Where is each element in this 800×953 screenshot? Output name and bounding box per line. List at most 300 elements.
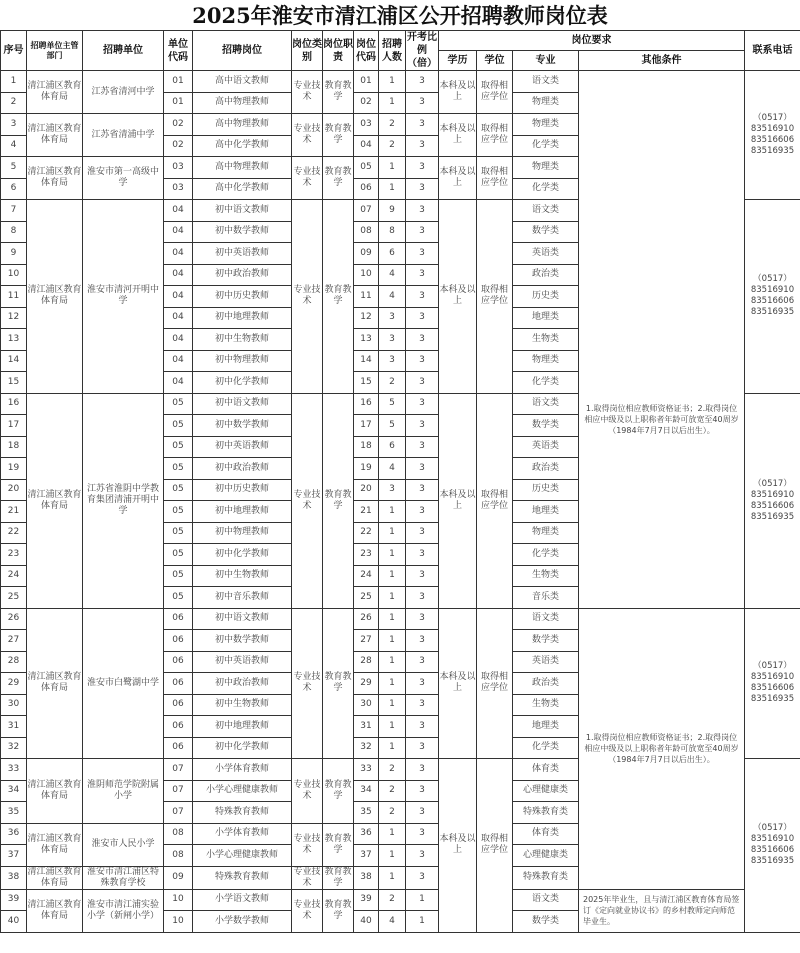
post-cell: 初中地理教师 [193, 716, 292, 738]
post-cell: 初中生物教师 [193, 694, 292, 716]
post-duty-cell: 教育教学 [324, 866, 352, 888]
degree-cell: 取得相应学位 [477, 393, 513, 608]
post-cell: 高中物理教师 [193, 114, 292, 136]
row-seq: 35 [1, 802, 27, 824]
major-cell: 特殊教育类 [513, 866, 579, 889]
unit-code-cell: 06 [164, 651, 193, 673]
unit-code-cell: 05 [164, 587, 193, 609]
count-cell: 5 [379, 415, 406, 437]
post-cell: 初中英语教师 [193, 436, 292, 458]
post-code-cell: 23 [354, 544, 379, 566]
unit-code-cell: 05 [164, 522, 193, 544]
count-cell: 1 [379, 694, 406, 716]
dept-cell: 清江浦区教育体育局 [27, 157, 83, 200]
post-cell: 小学语文教师 [193, 889, 292, 911]
count-cell: 1 [379, 587, 406, 609]
post-code-cell: 28 [354, 651, 379, 673]
major-cell: 生物类 [513, 565, 579, 587]
ratio-cell: 3 [406, 393, 439, 415]
row-seq: 7 [1, 200, 27, 222]
ratio-cell: 3 [406, 673, 439, 695]
post-cell: 小学数学教师 [193, 911, 292, 933]
post-duty-cell: 教育教学 [323, 200, 354, 394]
post-code-cell: 21 [354, 501, 379, 523]
unit-code-cell: 09 [164, 866, 193, 889]
unit-code-cell: 04 [164, 329, 193, 351]
major-cell: 语文类 [513, 393, 579, 415]
count-cell: 1 [379, 157, 406, 179]
post-code-cell: 33 [354, 759, 379, 781]
post-code-cell: 16 [354, 393, 379, 415]
post-cell: 初中物理教师 [193, 350, 292, 372]
post-cell: 初中化学教师 [193, 372, 292, 394]
major-cell: 化学类 [513, 135, 579, 157]
post-code-cell: 17 [354, 415, 379, 437]
phone-cell [745, 759, 800, 933]
post-cell: 小学体育教师 [193, 823, 292, 845]
ratio-cell: 3 [406, 329, 439, 351]
unit-code-cell: 05 [164, 565, 193, 587]
count-cell: 1 [379, 544, 406, 566]
post-code-cell: 29 [354, 673, 379, 695]
major-cell: 政治类 [513, 264, 579, 286]
row-seq: 24 [1, 565, 27, 587]
post-code-cell: 02 [354, 92, 379, 114]
count-cell: 4 [379, 911, 406, 933]
post-cell: 小学心理健康教师 [193, 845, 292, 867]
major-cell: 语文类 [513, 200, 579, 222]
unit-code-cell: 04 [164, 200, 193, 222]
major-cell: 数学类 [513, 221, 579, 243]
post-cell: 小学体育教师 [193, 759, 292, 781]
ratio-cell: 3 [406, 221, 439, 243]
post-cell: 初中化学教师 [193, 737, 292, 759]
header-unit-code: 单位代码 [164, 31, 193, 71]
major-cell: 体育类 [513, 823, 579, 845]
count-cell: 2 [379, 114, 406, 136]
row-seq: 11 [1, 286, 27, 308]
post-duty-cell: 教育教学 [323, 114, 354, 157]
post-code-cell: 10 [354, 264, 379, 286]
header-post-type: 岗位类别 [292, 31, 323, 71]
header-phone: 联系电话 [745, 31, 800, 71]
ratio-cell: 3 [406, 845, 439, 867]
post-type-cell: 专业技术 [292, 393, 323, 608]
phone-line: 83516606 [750, 500, 795, 511]
phone-line: 83516935 [750, 511, 795, 522]
unit-code-cell: 04 [164, 243, 193, 265]
major-cell: 化学类 [513, 372, 579, 394]
count-cell: 2 [379, 802, 406, 824]
row-seq: 34 [1, 780, 27, 802]
phone-line: 83516606 [750, 845, 795, 856]
ratio-cell: 3 [406, 737, 439, 759]
post-type-cell: 专业技术 [292, 823, 323, 866]
row-seq: 28 [1, 651, 27, 673]
education-cell: 本科及以上 [439, 393, 477, 608]
unit-code-cell: 04 [164, 372, 193, 394]
ratio-cell: 1 [406, 911, 439, 933]
unit-code-cell: 05 [164, 501, 193, 523]
row-seq: 15 [1, 372, 27, 394]
other-conditions-cell: 1.取得岗位相应教师资格证书；2.取得岗位相应中级及以上职称者年龄可放宽至40周岁（1984年7月7日以后出生）。 [579, 608, 745, 889]
page-title: 2025年淮安市清江浦区公开招聘教师岗位表 [192, 3, 608, 28]
header-count: 招聘人数 [379, 31, 406, 71]
post-code-cell: 37 [354, 845, 379, 867]
post-code-cell: 39 [354, 889, 379, 911]
dept-cell: 清江浦区教育体育局 [27, 393, 83, 608]
major-cell: 英语类 [513, 651, 579, 673]
row-seq: 3 [1, 114, 27, 136]
unit-code-cell: 04 [164, 350, 193, 372]
ratio-cell: 3 [406, 587, 439, 609]
major-cell: 化学类 [513, 544, 579, 566]
header-post-code: 岗位代码 [354, 31, 379, 71]
major-cell: 特殊教育类 [513, 802, 579, 824]
phone-line: （0517） [753, 661, 792, 672]
major-cell: 物理类 [513, 350, 579, 372]
phone-cell [745, 608, 800, 759]
post-code-cell: 22 [354, 522, 379, 544]
row-seq: 29 [1, 673, 27, 695]
dept-cell: 清江浦区教育体育局 [27, 71, 83, 114]
count-cell: 8 [379, 221, 406, 243]
count-cell: 1 [379, 565, 406, 587]
count-cell: 1 [379, 92, 406, 114]
phone-line: 83516935 [750, 146, 795, 156]
phone-line: 83516910 [750, 489, 795, 500]
row-seq: 39 [1, 889, 27, 911]
unit-code-cell: 02 [164, 114, 193, 136]
ratio-cell: 3 [406, 200, 439, 222]
phone-line: 83516910 [750, 672, 795, 683]
post-code-cell: 15 [354, 372, 379, 394]
major-cell: 化学类 [513, 178, 579, 200]
table-row [1, 608, 800, 630]
post-cell: 特殊教育教师 [193, 802, 292, 824]
ratio-cell: 3 [406, 823, 439, 845]
education-cell: 本科及以上 [439, 114, 477, 157]
phone-line: 83516935 [750, 307, 795, 318]
unit-code-cell: 10 [164, 889, 193, 911]
post-cell: 初中数学教师 [193, 630, 292, 652]
count-cell: 3 [379, 307, 406, 329]
major-cell: 生物类 [513, 329, 579, 351]
ratio-cell: 3 [406, 522, 439, 544]
post-cell: 高中语文教师 [193, 71, 292, 93]
ratio-cell: 3 [406, 716, 439, 738]
post-code-cell: 01 [354, 71, 379, 93]
major-cell: 英语类 [513, 436, 579, 458]
post-cell: 初中语文教师 [193, 200, 292, 222]
count-cell: 1 [379, 630, 406, 652]
count-cell: 1 [379, 823, 406, 845]
ratio-cell: 3 [406, 780, 439, 802]
post-cell: 高中物理教师 [193, 157, 292, 179]
unit-cell: 淮安市清河开明中学 [83, 200, 164, 394]
post-cell: 初中物理教师 [193, 522, 292, 544]
post-code-cell: 25 [354, 587, 379, 609]
post-code-cell: 12 [354, 307, 379, 329]
unit-code-cell: 02 [164, 135, 193, 157]
dept-cell: 清江浦区教育体育局 [27, 889, 83, 932]
post-cell: 初中数学教师 [193, 415, 292, 437]
post-cell: 初中地理教师 [193, 501, 292, 523]
row-seq: 22 [1, 522, 27, 544]
post-code-cell: 18 [354, 436, 379, 458]
post-code-cell: 40 [354, 911, 379, 933]
degree-cell: 取得相应学位 [477, 114, 513, 157]
post-code-cell: 05 [354, 157, 379, 179]
education-cell: 本科及以上 [439, 759, 477, 933]
count-cell: 4 [379, 264, 406, 286]
header-degree: 学位 [477, 51, 513, 71]
post-duty-cell: 教育教学 [323, 157, 354, 200]
unit-code-cell: 01 [164, 92, 193, 114]
post-cell: 初中生物教师 [193, 565, 292, 587]
dept-cell: 清江浦区教育体育局 [27, 823, 83, 866]
count-cell: 1 [379, 501, 406, 523]
unit-cell: 淮安市白鹭湖中学 [83, 608, 164, 759]
major-cell: 体育类 [513, 759, 579, 781]
post-code-cell: 20 [354, 479, 379, 501]
major-cell: 地理类 [513, 307, 579, 329]
unit-cell: 江苏省淮阴中学教育集团清浦开明中学 [83, 393, 164, 608]
unit-code-cell: 06 [164, 716, 193, 738]
count-cell: 1 [379, 866, 406, 889]
row-seq: 14 [1, 350, 27, 372]
post-code-cell: 30 [354, 694, 379, 716]
unit-code-cell: 03 [164, 178, 193, 200]
post-code-cell: 08 [354, 221, 379, 243]
row-seq: 13 [1, 329, 27, 351]
row-seq: 30 [1, 694, 27, 716]
unit-cell: 淮安市清江浦实验小学（新闸小学） [83, 889, 164, 932]
phone-line: 83516910 [750, 285, 795, 296]
phone-cell [745, 71, 800, 200]
count-cell: 2 [379, 889, 406, 911]
ratio-cell: 3 [406, 565, 439, 587]
unit-code-cell: 05 [164, 458, 193, 480]
unit-code-cell: 06 [164, 737, 193, 759]
post-code-cell: 19 [354, 458, 379, 480]
row-seq: 37 [1, 845, 27, 867]
other-conditions-cell: 2025年毕业生，且与清江浦区教育体育局签订《定向就业协议书》的乡村教师定向师范毕业生。 [579, 889, 745, 932]
count-cell: 1 [379, 737, 406, 759]
post-code-cell: 34 [354, 780, 379, 802]
ratio-cell: 3 [406, 178, 439, 200]
unit-code-cell: 07 [164, 802, 193, 824]
post-code-cell: 24 [354, 565, 379, 587]
post-code-cell: 13 [354, 329, 379, 351]
ratio-cell: 3 [406, 479, 439, 501]
education-cell: 本科及以上 [439, 157, 477, 200]
count-cell: 3 [379, 329, 406, 351]
unit-cell: 淮安市清江浦区特殊教育学校 [83, 866, 164, 889]
unit-cell: 淮安市人民小学 [83, 823, 164, 866]
recruitment-table [0, 30, 800, 933]
post-type-cell: 专业技术 [293, 866, 321, 888]
ratio-cell: 3 [406, 866, 439, 889]
count-cell: 1 [379, 651, 406, 673]
post-type-cell: 专业技术 [292, 157, 323, 200]
dept-cell: 清江浦区教育体育局 [27, 200, 83, 394]
phone-cell [745, 393, 800, 608]
header-other: 其他条件 [579, 51, 745, 71]
header-education: 学历 [439, 51, 477, 71]
dept-cell: 清江浦区教育体育局 [27, 114, 83, 157]
unit-code-cell: 04 [164, 286, 193, 308]
unit-code-cell: 04 [164, 264, 193, 286]
count-cell: 1 [379, 845, 406, 867]
post-code-cell: 27 [354, 630, 379, 652]
ratio-cell: 3 [406, 436, 439, 458]
count-cell: 1 [379, 608, 406, 630]
post-type-cell: 专业技术 [292, 889, 323, 932]
row-seq: 8 [1, 221, 27, 243]
header-post: 招聘岗位 [193, 31, 292, 71]
post-cell: 初中政治教师 [193, 458, 292, 480]
major-cell: 数学类 [513, 415, 579, 437]
post-cell: 高中物理教师 [193, 92, 292, 114]
phone-line: 83516935 [750, 856, 795, 867]
major-cell: 化学类 [513, 737, 579, 759]
count-cell: 4 [379, 286, 406, 308]
ratio-cell: 3 [406, 694, 439, 716]
ratio-cell: 3 [406, 630, 439, 652]
count-cell: 2 [379, 759, 406, 781]
major-cell: 语文类 [513, 608, 579, 630]
row-seq: 4 [1, 135, 27, 157]
ratio-cell: 3 [406, 651, 439, 673]
major-cell: 物理类 [513, 114, 579, 136]
count-cell: 2 [379, 135, 406, 157]
ratio-cell: 3 [406, 415, 439, 437]
post-duty-cell: 教育教学 [323, 823, 354, 866]
major-cell: 生物类 [513, 694, 579, 716]
major-cell: 历史类 [513, 479, 579, 501]
post-duty-cell: 教育教学 [323, 759, 354, 824]
post-cell: 初中政治教师 [193, 673, 292, 695]
education-cell: 本科及以上 [439, 200, 477, 394]
count-cell: 1 [379, 673, 406, 695]
major-cell: 心理健康类 [513, 780, 579, 802]
major-cell: 心理健康类 [513, 845, 579, 867]
unit-code-cell: 03 [164, 157, 193, 179]
unit-code-cell: 04 [164, 307, 193, 329]
row-seq: 38 [1, 866, 27, 889]
count-cell: 3 [379, 479, 406, 501]
header-unit: 招聘单位 [83, 31, 164, 71]
ratio-cell: 3 [406, 608, 439, 630]
count-cell: 3 [379, 350, 406, 372]
unit-code-cell: 01 [164, 71, 193, 93]
post-code-cell: 11 [354, 286, 379, 308]
count-cell: 9 [379, 200, 406, 222]
phone-line: （0517） [753, 823, 792, 834]
dept-cell: 清江浦区教育体育局 [27, 866, 82, 888]
count-cell: 5 [379, 393, 406, 415]
post-cell: 初中历史教师 [193, 479, 292, 501]
ratio-cell: 3 [406, 372, 439, 394]
ratio-cell: 3 [406, 71, 439, 93]
phone-line: 83516910 [750, 834, 795, 845]
ratio-cell: 3 [406, 759, 439, 781]
row-seq: 21 [1, 501, 27, 523]
ratio-cell: 3 [406, 458, 439, 480]
post-code-cell: 09 [354, 243, 379, 265]
post-cell: 初中音乐教师 [193, 587, 292, 609]
unit-code-cell: 08 [164, 845, 193, 867]
unit-cell: 江苏省清河中学 [83, 71, 164, 114]
row-seq: 40 [1, 911, 27, 933]
count-cell: 1 [379, 716, 406, 738]
major-cell: 物理类 [513, 157, 579, 179]
education-cell: 本科及以上 [439, 71, 477, 114]
post-cell: 初中数学教师 [193, 221, 292, 243]
row-seq: 19 [1, 458, 27, 480]
education-cell: 本科及以上 [439, 608, 477, 759]
unit-code-cell: 05 [164, 436, 193, 458]
post-duty-cell: 教育教学 [323, 393, 354, 608]
row-seq: 23 [1, 544, 27, 566]
post-cell: 初中历史教师 [193, 286, 292, 308]
major-cell: 语文类 [513, 71, 579, 93]
post-type-cell: 专业技术 [292, 759, 323, 824]
post-cell: 初中地理教师 [193, 307, 292, 329]
post-duty-cell: 教育教学 [323, 71, 354, 114]
row-seq: 33 [1, 759, 27, 781]
unit-code-cell: 05 [164, 544, 193, 566]
post-cell: 初中英语教师 [193, 651, 292, 673]
major-cell: 物理类 [513, 522, 579, 544]
row-seq: 31 [1, 716, 27, 738]
post-cell: 初中英语教师 [193, 243, 292, 265]
count-cell: 4 [379, 458, 406, 480]
count-cell: 2 [379, 780, 406, 802]
row-seq: 9 [1, 243, 27, 265]
phone-line: 83516606 [750, 296, 795, 307]
count-cell: 1 [379, 178, 406, 200]
ratio-cell: 3 [406, 802, 439, 824]
header-dept: 招聘单位主管部门 [27, 31, 83, 71]
major-cell: 音乐类 [513, 587, 579, 609]
post-code-cell: 32 [354, 737, 379, 759]
header-post-duty: 岗位职责 [323, 31, 354, 71]
header-ratio: 开考比例（倍） [407, 32, 437, 69]
major-cell: 政治类 [513, 458, 579, 480]
major-cell: 地理类 [513, 501, 579, 523]
row-seq: 26 [1, 608, 27, 630]
major-cell: 语文类 [513, 889, 579, 911]
post-code-cell: 26 [354, 608, 379, 630]
row-seq: 16 [1, 393, 27, 415]
post-code-cell: 36 [354, 823, 379, 845]
row-seq: 36 [1, 823, 27, 845]
phone-line: （0517） [753, 478, 792, 489]
row-seq: 2 [1, 92, 27, 114]
row-seq: 12 [1, 307, 27, 329]
table-row [1, 889, 800, 911]
major-cell: 数学类 [513, 630, 579, 652]
count-cell: 2 [379, 372, 406, 394]
post-duty-cell: 教育教学 [323, 608, 354, 759]
row-seq: 5 [1, 157, 27, 179]
post-cell: 初中语文教师 [193, 608, 292, 630]
unit-code-cell: 10 [164, 911, 193, 933]
degree-cell: 取得相应学位 [477, 71, 513, 114]
row-seq: 1 [1, 71, 27, 93]
